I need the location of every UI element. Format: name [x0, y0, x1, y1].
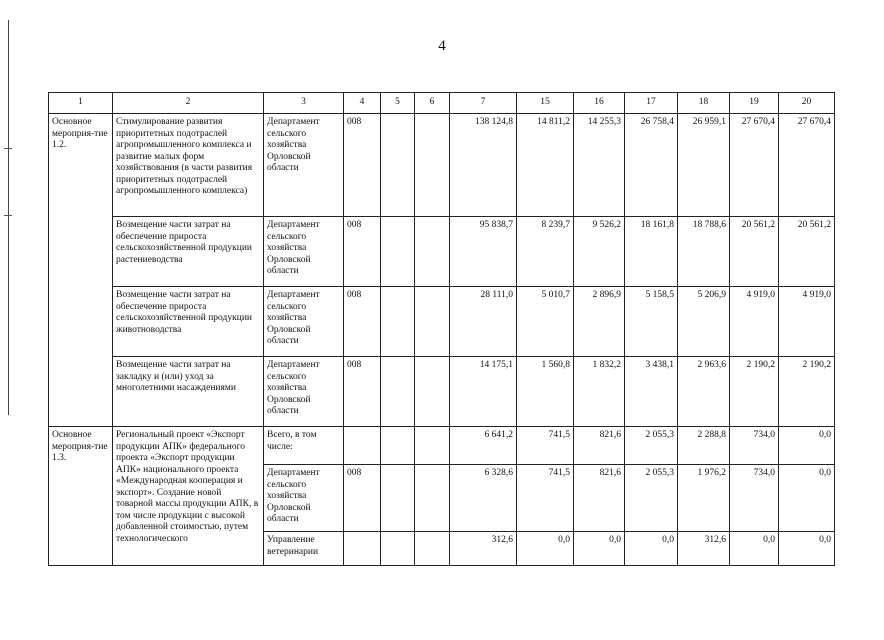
header-cell: 18 — [678, 93, 730, 114]
budget-table — [48, 92, 835, 566]
value-cell: 741,5 — [517, 465, 574, 532]
value-cell: 734,0 — [730, 465, 779, 532]
executor-cell: Департамент сельского хозяйства Орловской области — [264, 357, 344, 427]
empty-cell — [415, 465, 450, 532]
activity-name-cell: Стимулирование развития приоритетных подотраслей агропромышленного комплекса и развитие малых форм хозяйствования (в части развития приоритетных подотраслей агропромышленного комплекса) — [113, 114, 264, 217]
value-cell: 26 959,1 — [678, 114, 730, 217]
empty-cell — [381, 114, 415, 217]
activity-name-cell: Возмещение части затрат на обеспечение прироста сельскохозяйственной продукции животноводства — [113, 287, 264, 357]
value-cell: 28 111,0 — [450, 287, 517, 357]
value-cell: 14 175,1 — [450, 357, 517, 427]
value-cell: 8 239,7 — [517, 217, 574, 287]
value-cell: 14 811,2 — [517, 114, 574, 217]
header-cell: 3 — [264, 93, 344, 114]
value-cell: 2 055,3 — [625, 465, 678, 532]
value-cell: 0,0 — [779, 465, 835, 532]
value-cell: 20 561,2 — [779, 217, 835, 287]
group-code-cell: Основное мероприя-тие 1.3. — [49, 427, 113, 566]
executor-cell: Департамент сельского хозяйства Орловской области — [264, 287, 344, 357]
empty-cell — [381, 532, 415, 566]
value-cell: 0,0 — [730, 532, 779, 566]
margin-tick — [4, 148, 12, 149]
value-cell: 0,0 — [625, 532, 678, 566]
code-cell — [344, 532, 381, 566]
value-cell: 5 206,9 — [678, 287, 730, 357]
header-cell: 5 — [381, 93, 415, 114]
executor-cell: Департамент сельского хозяйства Орловской области — [264, 114, 344, 217]
value-cell: 0,0 — [574, 532, 625, 566]
code-cell: 008 — [344, 217, 381, 287]
header-cell: 4 — [344, 93, 381, 114]
value-cell: 26 758,4 — [625, 114, 678, 217]
header-cell: 20 — [779, 93, 835, 114]
value-cell: 734,0 — [730, 427, 779, 465]
code-cell: 008 — [344, 465, 381, 532]
page-number: 4 — [438, 38, 446, 54]
value-cell: 9 526,2 — [574, 217, 625, 287]
empty-cell — [415, 217, 450, 287]
value-cell: 5 010,7 — [517, 287, 574, 357]
header-cell: 15 — [517, 93, 574, 114]
table-row — [49, 287, 835, 357]
margin-tick — [4, 215, 12, 216]
value-cell: 821,6 — [574, 427, 625, 465]
value-cell: 3 438,1 — [625, 357, 678, 427]
executor-cell: Всего, в том числе: — [264, 427, 344, 465]
value-cell: 20 561,2 — [730, 217, 779, 287]
empty-cell — [381, 465, 415, 532]
empty-cell — [415, 114, 450, 217]
empty-cell — [415, 357, 450, 427]
code-cell: 008 — [344, 287, 381, 357]
header-cell: 17 — [625, 93, 678, 114]
value-cell: 18 161,8 — [625, 217, 678, 287]
empty-cell — [415, 427, 450, 465]
value-cell: 0,0 — [779, 532, 835, 566]
value-cell: 138 124,8 — [450, 114, 517, 217]
table-row — [49, 357, 835, 427]
group-code-cell: Основное мероприя-тие 1.2. — [49, 114, 113, 427]
executor-cell: Департамент сельского хозяйства Орловской области — [264, 465, 344, 532]
value-cell: 2 190,2 — [730, 357, 779, 427]
header-cell: 19 — [730, 93, 779, 114]
table-row — [49, 427, 835, 465]
value-cell: 14 255,3 — [574, 114, 625, 217]
value-cell: 2 896,9 — [574, 287, 625, 357]
value-cell: 2 288,8 — [678, 427, 730, 465]
value-cell: 0,0 — [517, 532, 574, 566]
header-cell: 1 — [49, 93, 113, 114]
executor-cell: Управление ветеринарии — [264, 532, 344, 566]
header-cell: 2 — [113, 93, 264, 114]
table-row — [49, 114, 835, 217]
value-cell: 741,5 — [517, 427, 574, 465]
empty-cell — [415, 532, 450, 566]
value-cell: 1 832,2 — [574, 357, 625, 427]
activity-name-cell: Возмещение части затрат на обеспечение прироста сельскохозяйственной продукции растениеводства — [113, 217, 264, 287]
value-cell: 5 158,5 — [625, 287, 678, 357]
empty-cell — [381, 427, 415, 465]
value-cell: 312,6 — [450, 532, 517, 566]
value-cell: 95 838,7 — [450, 217, 517, 287]
value-cell: 2 055,3 — [625, 427, 678, 465]
executor-cell: Департамент сельского хозяйства Орловской области — [264, 217, 344, 287]
empty-cell — [381, 217, 415, 287]
empty-cell — [381, 357, 415, 427]
value-cell: 27 670,4 — [730, 114, 779, 217]
code-cell: 008 — [344, 114, 381, 217]
code-cell: 008 — [344, 357, 381, 427]
activity-name-cell: Возмещение части затрат на закладку и (или) уход за многолетними насаждениями — [113, 357, 264, 427]
value-cell: 4 919,0 — [779, 287, 835, 357]
value-cell: 27 670,4 — [779, 114, 835, 217]
value-cell: 821,6 — [574, 465, 625, 532]
header-cell: 6 — [415, 93, 450, 114]
value-cell: 1 976,2 — [678, 465, 730, 532]
value-cell: 2 963,6 — [678, 357, 730, 427]
header-row — [49, 93, 835, 114]
table-row — [49, 217, 835, 287]
header-cell: 16 — [574, 93, 625, 114]
value-cell: 18 788,6 — [678, 217, 730, 287]
value-cell: 6 328,6 — [450, 465, 517, 532]
empty-cell — [415, 287, 450, 357]
code-cell — [344, 427, 381, 465]
value-cell: 1 560,8 — [517, 357, 574, 427]
value-cell: 4 919,0 — [730, 287, 779, 357]
value-cell: 6 641,2 — [450, 427, 517, 465]
header-cell: 7 — [450, 93, 517, 114]
empty-cell — [381, 287, 415, 357]
value-cell: 0,0 — [779, 427, 835, 465]
activity-name-cell: Региональный проект «Экспорт продукции АПК» федерального проекта «Экспорт продукции АПК» национального проекта «Международная кооперация и экспорт». Создание новой товарной массы продукции АПК, в том числе продукции с высокой добавленной стоимостью, путем технологического — [113, 427, 264, 566]
value-cell: 312,6 — [678, 532, 730, 566]
margin-line — [8, 20, 9, 415]
value-cell: 2 190,2 — [779, 357, 835, 427]
